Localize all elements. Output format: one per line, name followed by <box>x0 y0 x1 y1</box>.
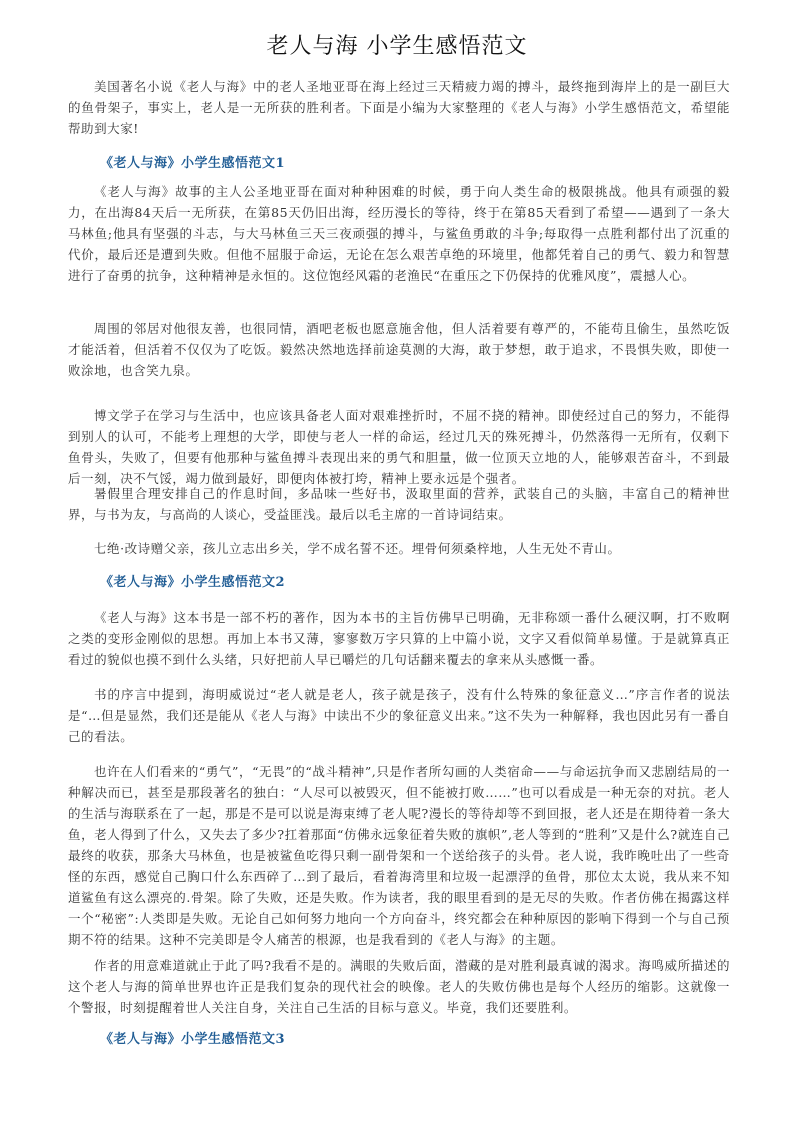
section-1-paragraph-1: 《老人与海》故事的主人公圣地亚哥在面对种种困难的时候，勇于向人类生命的极限挑战。他具有顽强的毅力，在出海84天后一无所获，在第85天仍旧出海，经历漫长的等待，终于在第85天看到了希望——遇到了一条大马林鱼;他具有坚强的斗志，与大马林鱼三天三夜顽强的搏斗，与鲨鱼勇敢的斗争;每取得一点胜利都付出了沉重的代价，最后还是遭到失败。但他不屈服于命运，无论在怎么艰苦卓绝的环境里，他都凭着自己的勇气、毅力和智慧进行了奋勇的抗争，这种精神是永恒的。这位饱经风霜的老渔民“在重压之下仍保持的优雅风度”，震撼人心。 <box>68 184 730 283</box>
section-1-paragraph-4: 暑假里合理安排自己的作息时间，多品味一些好书，汲取里面的营养，武装自己的头脑，丰富自己的精神世界，与书为友，与高尚的人谈心，受益匪浅。最后以毛主席的一首诗词结束。 <box>68 486 730 522</box>
section-1-paragraph-3: 博文学子在学习与生活中，也应该具备老人面对艰难挫折时，不屈不挠的精神。即使经过自己的努力，不能得到别人的认可，不能考上理想的大学，即使与老人一样的命运，经过几天的殊死搏斗，仍然落得一无所有，仅剩下鱼骨头，失败了，但要有他那种与鲨鱼搏斗表现出来的勇气和胆量，做一位顶天立地的人，能够艰苦奋斗，不到最后一刻，决不气馁，竭力做到最好，即便肉体被打垮，精神上要永远是个强者。 <box>68 408 730 486</box>
section-1-paragraph-5: 七绝·改诗赠父亲，孩儿立志出乡关，学不成名誓不还。埋骨何须桑梓地，人生无处不青山。 <box>94 541 621 556</box>
section-heading-2: 《老人与海》小学生感悟范文2 <box>100 575 286 590</box>
section-2-paragraph-2: 书的序言中提到，海明威说过“老人就是老人，孩子就是孩子，没有什么特殊的象征意义…”序言作者的说法是“…但是显然，我们还是能从《老人与海》中读出不少的象征意义出来。”这不失为一种解释，我也因此另有一番自己的看法。 <box>68 687 730 744</box>
section-2-paragraph-4: 作者的用意难道就止于此了吗?我看不是的。满眼的失败后面，潜藏的是对胜利最真诚的渴求。海鸣威所描述的这个老人与海的简单世界也许正是我们复杂的现代社会的映像。老人的失败仿佛也是每个人经历的缩影。这就像一个警报，时刻提醒着世人关注自身，关注自己生活的目标与意义。毕竟，我们还要胜利。 <box>68 958 730 1015</box>
section-2-paragraph-3: 也许在人们看来的“勇气”，“无畏”的“战斗精神”,只是作者所勾画的人类宿命——与命运抗争而又悲剧结局的一种解决而已，甚至是那段著名的独白：“人尽可以被毁灭，但不能被打败……”也可以看成是一种无奈的对抗。老人的生活与海联系在了一起，那是不是可以说是海束缚了老人呢?漫长的等待却等不到回报，老人还是在期待着一条大鱼，老人得到了什么，又失去了多少?扛着那面“仿佛永远象征着失败的旗帜”,老人等到的“胜利”又是什么?就连自己最终的收获，那条大马林鱼，也是被鲨鱼吃得只剩一副骨架和一个送给孩子的头骨。老人说，我昨晚吐出了一些奇怪的东西，感觉自己胸口什么东西碎了…到了最后，看着海湾里和垃圾一起漂浮的鱼骨，那位太太说，我从来不知道鲨鱼有这么漂亮的.骨架。除了失败，还是失败。作为读者，我的眼里看到的是无尽的失败。作者仿佛在揭露这样一个“秘密”:人类即是失败。无论自己如何努力地向一个方向奋斗，终究都会在种种原因的影响下得到一个与自己预期不符的结果。这种不完美即是令人痛苦的根源，也是我看到的《老人与海》的主题。 <box>68 764 730 947</box>
document-title: 老人与海 小学生感悟范文 <box>266 34 528 59</box>
intro-paragraph: 美国著名小说《老人与海》中的老人圣地亚哥在海上经过三天精疲力竭的搏斗，最终拖到海岸上的是一副巨大的鱼骨架子，事实上，老人是一无所获的胜利者。下面是小编为大家整理的《老人与海》小学生感悟范文，希望能帮助到大家! <box>68 79 730 136</box>
section-1-paragraph-2: 周围的邻居对他很友善，也很同情，酒吧老板也愿意施舍他，但人活着要有尊严的，不能苟且偷生，虽然吃饭才能活着，但活着不仅仅为了吃饭。毅然决然地选择前途莫测的大海，敢于梦想，敢于追求，不畏惧失败，即使一败涂地，也含笑九泉。 <box>68 321 730 378</box>
section-heading-3: 《老人与海》小学生感悟范文3 <box>100 1032 286 1047</box>
section-2-paragraph-1: 《老人与海》这本书是一部不朽的著作，因为本书的主旨仿佛早已明确，无非称颂一番什么硬汉啊，打不败啊之类的变形金刚似的思想。再加上本书又薄，寥寥数万字只算的上中篇小说，文字又看似简单易懂。于是就算真正看过的貌似也摸不到什么头绪，只好把前人早已嚼烂的几句话翻来覆去的拿来从头感慨一番。 <box>68 610 730 667</box>
section-heading-1: 《老人与海》小学生感悟范文1 <box>100 156 286 171</box>
